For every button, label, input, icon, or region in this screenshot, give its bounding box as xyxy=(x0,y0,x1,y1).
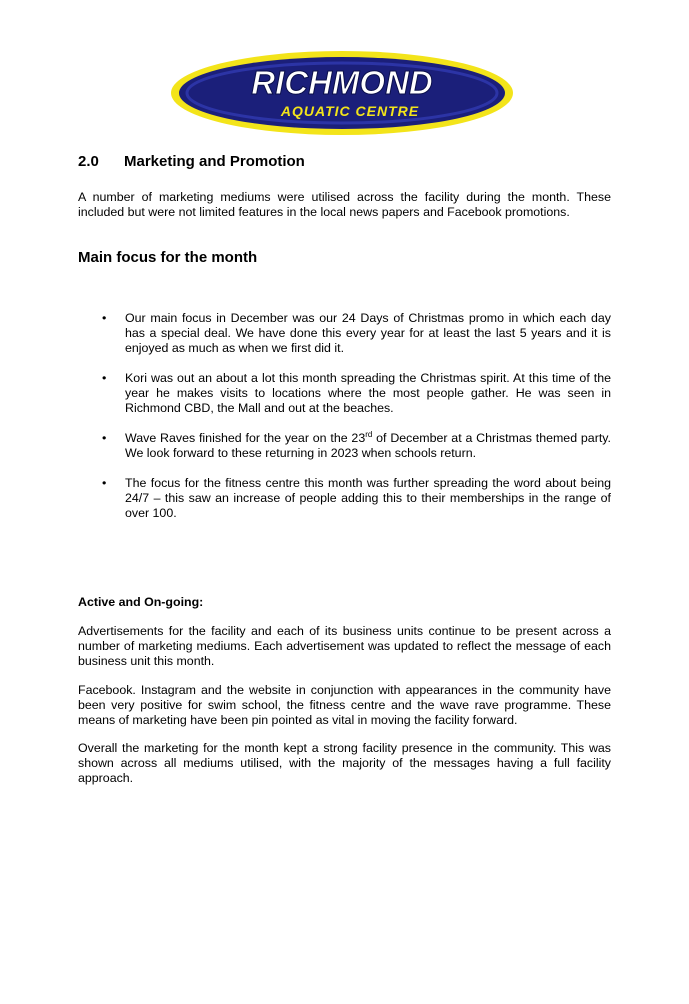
active-heading: Active and On-going: xyxy=(78,595,204,609)
list-item: • Wave Raves finished for the year on the 23rd of December at a Christmas themed party. We look forward to these returning in 2023 when schools return. xyxy=(102,429,611,460)
active-paragraph-1: Advertisements for the facility and each of its business units continue to be present across a number of marketing mediums. Each advertisement was updated to reflect the message of each business unit this month. xyxy=(78,624,611,668)
section-number: 2.0 xyxy=(78,153,99,170)
logo-title: RICHMOND xyxy=(251,64,433,101)
focus-heading: Main focus for the month xyxy=(78,249,258,266)
list-item: • The focus for the fitness centre this month was further spreading the word about being 24/7 – this saw an increase of people adding this to their memberships in the range of over 100. xyxy=(102,476,611,520)
bullet-icon: • xyxy=(102,431,107,445)
richmond-aquatic-centre-logo xyxy=(170,50,515,136)
list-item: • Kori was out an about a lot this month spreading the Christmas spirit. At this time of the year he makes visits to locations where the most people gather. He was seen in Richmond CBD, the Mall and out at the beaches. xyxy=(102,371,611,415)
section-title: Marketing and Promotion xyxy=(124,153,305,170)
logo-subtitle: AQUATIC CENTRE xyxy=(280,103,420,119)
bullet-icon: • xyxy=(102,371,107,385)
list-item: • Our main focus in December was our 24 Days of Christmas promo in which each day has a special deal. We have done this every year for at least the last 5 years and it is enjoyed as much as when we first did it. xyxy=(102,311,611,355)
active-paragraph-3: Overall the marketing for the month kept a strong facility presence in the community. This was shown across all mediums utilised, with the majority of the messages having a full facility approach. xyxy=(78,741,611,785)
active-paragraph-2: Facebook. Instagram and the website in conjunction with appearances in the community have been very positive for swim school, the fitness centre and the wave rave programme. These means of marketing have been pin pointed as vital in moving the facility forward. xyxy=(78,683,611,727)
bullet-icon: • xyxy=(102,476,107,490)
focus-list xyxy=(78,311,611,536)
intro-paragraph: A number of marketing mediums were utilised across the facility during the month. These included but were not limited features in the local news papers and Facebook promotions. xyxy=(78,190,611,219)
bullet-icon: • xyxy=(102,311,107,325)
section-heading xyxy=(78,153,305,170)
